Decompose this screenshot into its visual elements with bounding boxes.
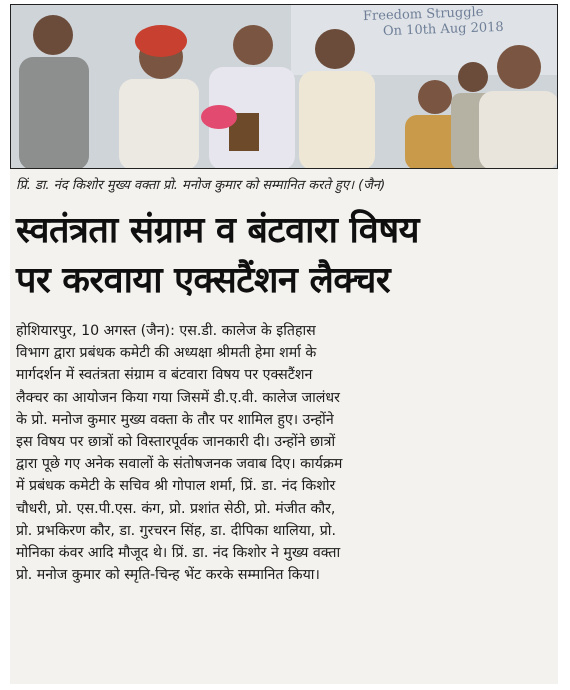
body-line: के प्रो. मनोज कुमार मुख्य वक्ता के तौर पर शामिल हुए। उन्होंने: [16, 411, 334, 428]
body-line: में प्रबंधक कमेटी के सचिव श्री गोपाल शर्मा, प्रिं. डा. नंद किशोर: [16, 478, 336, 495]
body-line: विभाग द्वारा प्रबंधक कमेटी की अध्यक्षा श्रीमती हेमा शर्मा के: [16, 345, 317, 362]
body-line: इस विषय पर छात्रों को विस्तारपूर्वक जानकारी दी। उन्होंने छात्रों: [16, 434, 336, 451]
person-5-head: [418, 80, 452, 114]
person-4-head: [315, 29, 355, 69]
person-7-body: [479, 91, 558, 169]
person-7-head: [497, 45, 541, 89]
body-line: लैक्चर का आयोजन किया गया जिसमें डी.ए.वी. कालेज जालंधर: [16, 389, 340, 406]
photo-caption: प्रिं. डा. नंद किशोर मुख्य वक्ता प्रो. मनोज कुमार को सम्मानित करते हुए। (जैन): [16, 178, 386, 193]
person-4-body: [299, 71, 375, 169]
article-body: [16, 320, 556, 586]
person-1-head: [33, 15, 73, 55]
newspaper-clipping: [10, 4, 558, 684]
person-2-body: [119, 79, 199, 169]
person-3-head: [233, 25, 273, 65]
body-line: द्वारा पूछे गए अनेक सवालों के संतोषजनक जवाब दिए। कार्यक्रम: [16, 456, 343, 473]
news-photo: [10, 4, 558, 169]
body-line: चौधरी, प्रो. एस.पी.एस. कंग, प्रो. प्रशांत सेठी, प्रो. मंजीत कौर,: [16, 500, 336, 517]
body-line: मोनिका कंवर आदि मौजूद थे। प्रिं. डा. नंद किशोर ने मुख्य वक्ता: [16, 545, 341, 562]
body-line: मार्गदर्शन में स्वतंत्रता संग्राम व बंटवारा विषय पर एक्सटैंशन: [16, 367, 313, 384]
headline-line-1: स्वतंत्रता संग्राम व बंटवारा विषय: [16, 210, 420, 251]
bouquet: [201, 105, 237, 129]
headline-line-2: पर करवाया एक्सटैंशन लैक्चर: [16, 260, 391, 301]
body-line: प्रो. मनोज कुमार को स्मृति-चिन्ह भेंट करके सम्मानित किया।: [16, 567, 320, 584]
body-line: होशियारपुर, 10 अगस्त (जैन): एस.डी. कालेज के इतिहास: [16, 323, 316, 339]
person-6-head: [458, 62, 488, 92]
person-1-body: [19, 57, 89, 169]
banner-text: Freedom Struggle: [362, 4, 484, 25]
person-2-turban: [135, 25, 187, 57]
banner-date: On 10th Aug 2018: [382, 19, 504, 40]
body-line: प्रो. प्रभकिरण कौर, डा. गुरचरन सिंह, डा. दीपिका थालिया, प्रो.: [16, 522, 336, 539]
